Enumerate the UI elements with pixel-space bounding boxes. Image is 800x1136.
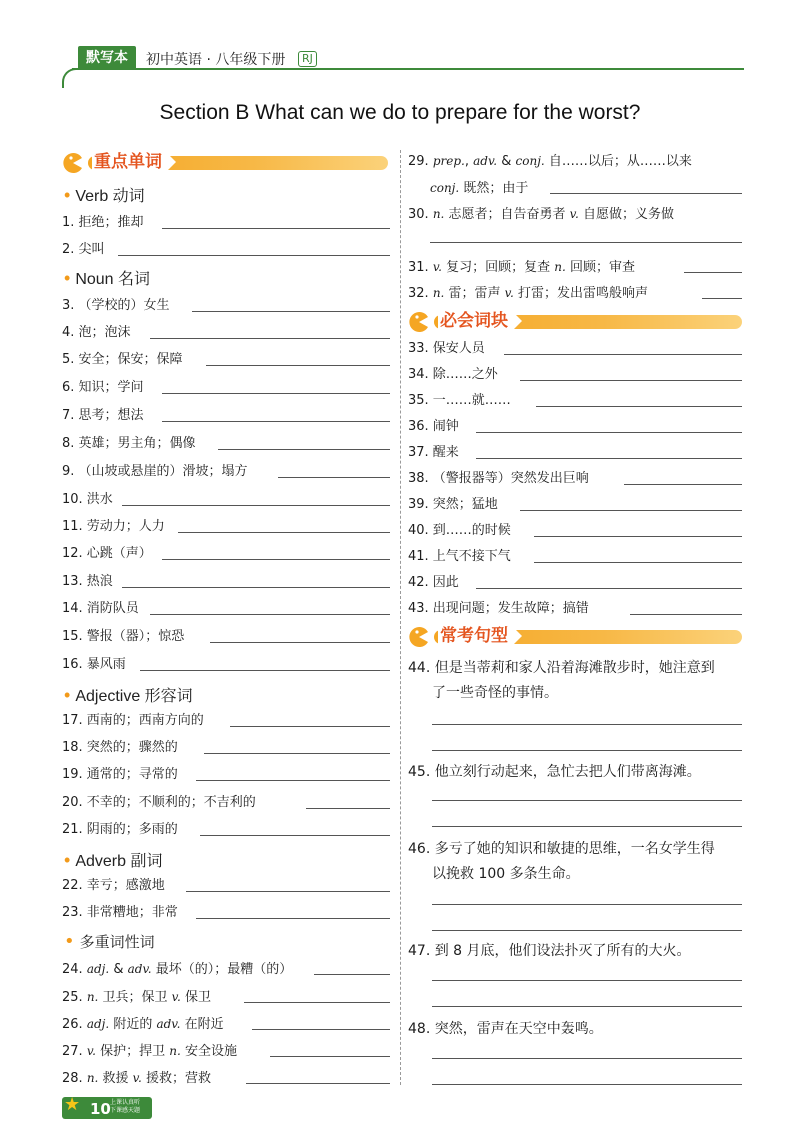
- subsection-adjective: • Adjective 形容词: [64, 685, 193, 705]
- sentence-46-line2: 以挽救 100 多条生命。: [432, 866, 580, 882]
- answer-line-23[interactable]: [196, 918, 390, 919]
- answer-line-14[interactable]: [150, 614, 390, 615]
- section-title: 重点单词: [92, 150, 168, 174]
- answer-line-8[interactable]: [218, 449, 390, 450]
- answer-line-28[interactable]: [246, 1083, 390, 1084]
- answer-line-9[interactable]: [278, 477, 390, 478]
- pacman-icon: [408, 626, 430, 648]
- item-35: 35. 一……就……: [408, 393, 511, 408]
- answer-line-4[interactable]: [150, 338, 390, 339]
- answer-line-13[interactable]: [122, 587, 390, 588]
- section-title: 必会词块: [438, 309, 514, 333]
- answer-line-27[interactable]: [270, 1056, 390, 1057]
- answer-line-41[interactable]: [534, 562, 742, 563]
- pacman-icon: [62, 152, 84, 174]
- item-36: 36. 闹钟: [408, 419, 459, 434]
- subsection-adverb: • Adverb 副词: [64, 850, 163, 870]
- answer-line-16[interactable]: [140, 670, 390, 671]
- item-39: 39. 突然；猛地: [408, 497, 498, 512]
- item-5: 5. 安全；保安；保障: [62, 352, 183, 367]
- item-16: 16. 暴风雨: [62, 657, 126, 672]
- answer-line-17[interactable]: [230, 726, 390, 727]
- answer-line-25[interactable]: [244, 1002, 390, 1003]
- item-7: 7. 思考；想法: [62, 408, 144, 423]
- answer-line-42[interactable]: [476, 588, 742, 589]
- item-1: 1. 拒绝；推却: [62, 215, 144, 230]
- item-31: 31. v. 复习；回顾；复查 n. 回顾；审查: [408, 260, 635, 275]
- answer-line-34[interactable]: [520, 380, 742, 381]
- item-29: 29. prep., adv. & conj. 自……以后；从……以来: [408, 154, 692, 169]
- item-9: 9. （山坡或悬崖的）滑坡；塌方: [62, 464, 248, 479]
- answer-line-45a[interactable]: [432, 800, 742, 801]
- item-28: 28. n. 救援 v. 援救；营救: [62, 1071, 211, 1086]
- item-26: 26. adj. 附近的 adv. 在附近: [62, 1017, 224, 1032]
- answer-line-30[interactable]: [430, 242, 742, 243]
- header-rule-curve: [62, 68, 78, 88]
- item-14: 14. 消防队员: [62, 601, 139, 616]
- book-title: 初中英语 · 八年级下册: [146, 52, 286, 68]
- item-6: 6. 知识；学问: [62, 380, 144, 395]
- answer-line-7[interactable]: [162, 421, 390, 422]
- item-32: 32. n. 雷；雷声 v. 打雷；发出雷鸣般响声: [408, 286, 648, 301]
- item-19: 19. 通常的；寻常的: [62, 767, 178, 782]
- answer-line-43[interactable]: [630, 614, 742, 615]
- item-11: 11. 劳动力；人力: [62, 519, 165, 534]
- answer-line-39[interactable]: [520, 510, 742, 511]
- sentence-46-line1: 46. 多亏了她的知识和敏捷的思维，一名女学生得: [408, 841, 715, 857]
- item-12: 12. 心跳（声）: [62, 546, 152, 561]
- answer-line-21[interactable]: [200, 835, 390, 836]
- item-10: 10. 洪水: [62, 492, 113, 507]
- section-sentences: [408, 626, 742, 648]
- item-17: 17. 西南的；西南方向的: [62, 713, 204, 728]
- item-4: 4. 泡；泡沫: [62, 325, 131, 340]
- item-40: 40. 到……的时候: [408, 523, 511, 538]
- column-divider: [400, 150, 401, 1085]
- item-24: 24. adj. & adv. 最坏（的）；最糟（的）: [62, 962, 293, 977]
- pacman-icon: [408, 311, 430, 333]
- answer-line-46a[interactable]: [432, 904, 742, 905]
- answer-line-33[interactable]: [504, 354, 742, 355]
- sentence-48: 48. 突然，雷声在天空中轰鸣。: [408, 1021, 603, 1037]
- bullet-icon: •: [64, 850, 71, 870]
- answer-line-5[interactable]: [206, 365, 390, 366]
- answer-line-26[interactable]: [252, 1029, 390, 1030]
- answer-line-36[interactable]: [476, 432, 742, 433]
- item-33: 33. 保安人员: [408, 341, 485, 356]
- answer-line-32[interactable]: [702, 298, 742, 299]
- star-icon: ★: [64, 1094, 81, 1115]
- bullet-icon: •: [64, 931, 75, 952]
- answer-line-6[interactable]: [162, 393, 390, 394]
- answer-line-40[interactable]: [534, 536, 742, 537]
- answer-line-1[interactable]: [162, 228, 390, 229]
- answer-line-24[interactable]: [314, 974, 390, 975]
- item-20: 20. 不幸的；不顺利的；不吉利的: [62, 795, 256, 810]
- footer-slogan: 上课认真听 下课感天题: [110, 1099, 141, 1114]
- bullet-icon: •: [64, 268, 71, 288]
- answer-line-20[interactable]: [306, 808, 390, 809]
- sentence-44-line1: 44. 但是当蒂莉和家人沿着海滩散步时，她注意到: [408, 660, 715, 676]
- header-rule: [72, 68, 744, 70]
- answer-line-10[interactable]: [122, 505, 390, 506]
- section-key-words: [62, 152, 388, 174]
- item-18: 18. 突然的；骤然的: [62, 740, 178, 755]
- bullet-icon: •: [64, 185, 71, 205]
- answer-line-31[interactable]: [684, 272, 742, 273]
- item-23: 23. 非常糟地；非常: [62, 905, 178, 920]
- item-25: 25. n. 卫兵；保卫 v. 保卫: [62, 990, 211, 1005]
- item-41: 41. 上气不接下气: [408, 549, 511, 564]
- sentence-45: 45. 他立刻行动起来，急忙去把人们带离海滩。: [408, 764, 701, 780]
- sentence-47: 47. 到 8 月底，他们设法扑灭了所有的大火。: [408, 943, 691, 959]
- item-29-conj: conj. 既然；由于: [430, 181, 529, 196]
- answer-line-3[interactable]: [192, 311, 390, 312]
- item-30: 30. n. 志愿者；自告奋勇者 v. 自愿做；义务做: [408, 207, 674, 222]
- item-34: 34. 除……之外: [408, 367, 498, 382]
- item-42: 42. 因此: [408, 575, 459, 590]
- answer-line-44a[interactable]: [432, 724, 742, 725]
- item-27: 27. v. 保护；捍卫 n. 安全设施: [62, 1044, 237, 1059]
- answer-line-48b[interactable]: [432, 1084, 742, 1085]
- answer-line-37[interactable]: [476, 458, 742, 459]
- answer-line-12[interactable]: [162, 559, 390, 560]
- item-15: 15. 警报（器）；惊恐: [62, 629, 185, 644]
- answer-line-35[interactable]: [536, 406, 742, 407]
- item-37: 37. 醒来: [408, 445, 459, 460]
- item-21: 21. 阴雨的；多雨的: [62, 822, 178, 837]
- answer-line-22[interactable]: [186, 891, 390, 892]
- edition-badge: RJ: [298, 51, 317, 67]
- answer-line-19[interactable]: [196, 780, 390, 781]
- answer-line-44b[interactable]: [432, 750, 742, 751]
- book-tag: 默写本: [78, 46, 136, 70]
- answer-line-15[interactable]: [210, 642, 390, 643]
- item-3: 3. （学校的）女生: [62, 298, 170, 313]
- item-8: 8. 英雄；男主角；偶像: [62, 436, 196, 451]
- page-title: Section B What can we do to prepare for the worst?: [159, 101, 641, 124]
- sentence-44-line2: 了一些奇怪的事情。: [432, 685, 558, 701]
- subsection-verb: • Verb 动词: [64, 185, 145, 205]
- page-number: 10: [90, 1100, 111, 1118]
- subsection-multi: • 多重词性词: [64, 931, 155, 952]
- item-2: 2. 尖叫: [62, 242, 105, 257]
- bullet-icon: •: [64, 685, 71, 705]
- answer-line-18[interactable]: [204, 753, 390, 754]
- item-38: 38. （警报器等）突然发出巨响: [408, 471, 589, 486]
- section-phrases: [408, 311, 742, 333]
- answer-line-45b[interactable]: [432, 826, 742, 827]
- answer-line-47a[interactable]: [432, 980, 742, 981]
- answer-line-47b[interactable]: [432, 1006, 742, 1007]
- answer-line-29[interactable]: [550, 193, 742, 194]
- answer-line-48a[interactable]: [432, 1058, 742, 1059]
- answer-line-46b[interactable]: [432, 930, 742, 931]
- item-43: 43. 出现问题；发生故障；搞错: [408, 601, 589, 616]
- answer-line-2[interactable]: [118, 255, 390, 256]
- answer-line-38[interactable]: [624, 484, 742, 485]
- section-title: 常考句型: [438, 624, 514, 648]
- item-22: 22. 幸亏；感激地: [62, 878, 165, 893]
- subsection-noun: • Noun 名词: [64, 268, 151, 288]
- item-13: 13. 热浪: [62, 574, 113, 589]
- answer-line-11[interactable]: [178, 532, 390, 533]
